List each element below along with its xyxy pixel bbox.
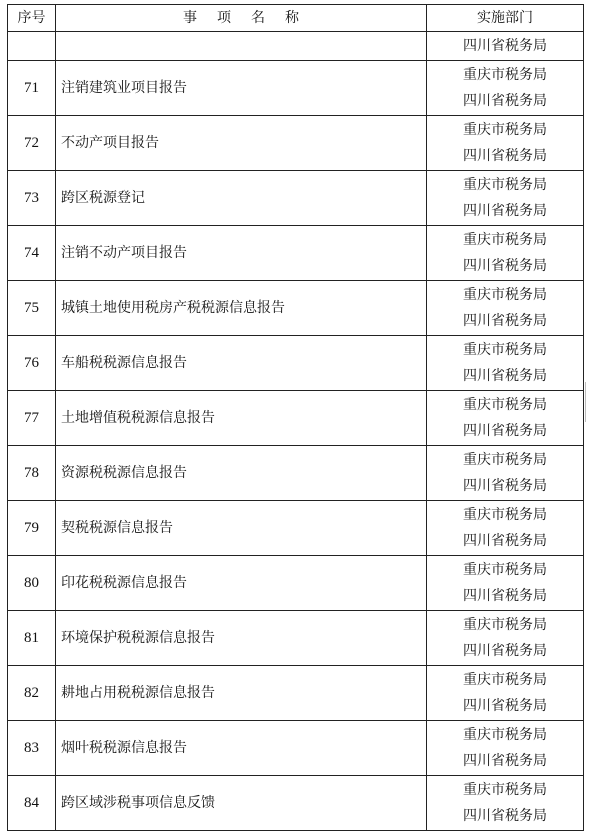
- row-item-name: 烟叶税税源信息报告: [56, 721, 427, 776]
- table-row: [8, 666, 584, 721]
- table-row: [8, 226, 584, 281]
- row-item-name: 印花税税源信息报告: [56, 556, 427, 611]
- header-item-name: 事项名称: [56, 5, 427, 32]
- department-name: 重庆市税务局: [463, 342, 547, 358]
- table-row: [8, 171, 584, 226]
- department-name: 重庆市税务局: [463, 287, 547, 303]
- row-seq: 84: [8, 776, 56, 831]
- department-name: 四川省税务局: [463, 533, 547, 549]
- row-department: [427, 776, 584, 831]
- department-name: 四川省税务局: [463, 148, 547, 164]
- table-header-row: [8, 5, 584, 32]
- department-name: 重庆市税务局: [463, 177, 547, 193]
- row-department: [427, 116, 584, 171]
- row-item-name: 环境保护税税源信息报告: [56, 611, 427, 666]
- row-department: [427, 721, 584, 776]
- row-seq: 80: [8, 556, 56, 611]
- row-seq: 72: [8, 116, 56, 171]
- department-name: 重庆市税务局: [463, 617, 547, 633]
- department-name: 四川省税务局: [463, 368, 547, 384]
- row-department: [427, 171, 584, 226]
- row-department: [427, 611, 584, 666]
- department-name: 四川省税务局: [463, 478, 547, 494]
- department-name: 四川省税务局: [463, 258, 547, 274]
- row-department: [427, 446, 584, 501]
- row-item-name: 不动产项目报告: [56, 116, 427, 171]
- edge-marker: [585, 382, 591, 422]
- row-department: [427, 501, 584, 556]
- row-department: [427, 556, 584, 611]
- row-item-name: 车船税税源信息报告: [56, 336, 427, 391]
- department-name: 重庆市税务局: [463, 672, 547, 688]
- table-body: [8, 32, 584, 831]
- department-name: 重庆市税务局: [463, 782, 547, 798]
- row-item-name: 土地增值税税源信息报告: [56, 391, 427, 446]
- department-name: 四川省税务局: [463, 203, 547, 219]
- department-name: 重庆市税务局: [463, 507, 547, 523]
- department-name: 重庆市税务局: [463, 397, 547, 413]
- table-row: [8, 776, 584, 831]
- department-name: 四川省税务局: [463, 643, 547, 659]
- row-item-name: 耕地占用税税源信息报告: [56, 666, 427, 721]
- row-department: [427, 32, 584, 61]
- row-department: [427, 226, 584, 281]
- row-seq: 82: [8, 666, 56, 721]
- table-row: [8, 501, 584, 556]
- table-row: [8, 556, 584, 611]
- department-name: 四川省税务局: [463, 93, 547, 109]
- row-item-name: 跨区域涉税事项信息反馈: [56, 776, 427, 831]
- department-name: 重庆市税务局: [463, 122, 547, 138]
- table-row: [8, 281, 584, 336]
- department-name: 四川省税务局: [463, 423, 547, 439]
- department-name: 四川省税务局: [463, 588, 547, 604]
- row-seq: 77: [8, 391, 56, 446]
- row-seq: 75: [8, 281, 56, 336]
- table-row: [8, 61, 584, 116]
- row-seq: [8, 32, 56, 61]
- row-seq: 71: [8, 61, 56, 116]
- row-item-name: 注销不动产项目报告: [56, 226, 427, 281]
- table-row: [8, 611, 584, 666]
- department-name: 四川省税务局: [463, 38, 547, 54]
- table-row: [8, 446, 584, 501]
- continued-row: [8, 32, 584, 61]
- department-name: 重庆市税务局: [463, 67, 547, 83]
- row-department: [427, 281, 584, 336]
- row-item-name: 注销建筑业项目报告: [56, 61, 427, 116]
- department-name: 重庆市税务局: [463, 562, 547, 578]
- department-name: 四川省税务局: [463, 698, 547, 714]
- row-seq: 78: [8, 446, 56, 501]
- row-seq: 76: [8, 336, 56, 391]
- row-item-name: 资源税税源信息报告: [56, 446, 427, 501]
- row-item-name: 契税税源信息报告: [56, 501, 427, 556]
- row-department: [427, 61, 584, 116]
- row-department: [427, 391, 584, 446]
- table-row: [8, 391, 584, 446]
- table-row: [8, 336, 584, 391]
- department-name: 四川省税务局: [463, 808, 547, 824]
- department-name: 四川省税务局: [463, 753, 547, 769]
- header-department: 实施部门: [427, 5, 584, 32]
- row-seq: 73: [8, 171, 56, 226]
- department-name: 四川省税务局: [463, 313, 547, 329]
- row-item-name: 跨区税源登记: [56, 171, 427, 226]
- department-name: 重庆市税务局: [463, 727, 547, 743]
- row-department: [427, 336, 584, 391]
- department-name: 重庆市税务局: [463, 232, 547, 248]
- row-item-name: 城镇土地使用税房产税税源信息报告: [56, 281, 427, 336]
- department-name: 重庆市税务局: [463, 452, 547, 468]
- row-item-name: [56, 32, 427, 61]
- row-department: [427, 666, 584, 721]
- table-row: [8, 721, 584, 776]
- row-seq: 79: [8, 501, 56, 556]
- header-seq: 序号: [8, 5, 56, 32]
- tax-items-table: [7, 4, 584, 831]
- table-row: [8, 116, 584, 171]
- row-seq: 81: [8, 611, 56, 666]
- row-seq: 74: [8, 226, 56, 281]
- row-seq: 83: [8, 721, 56, 776]
